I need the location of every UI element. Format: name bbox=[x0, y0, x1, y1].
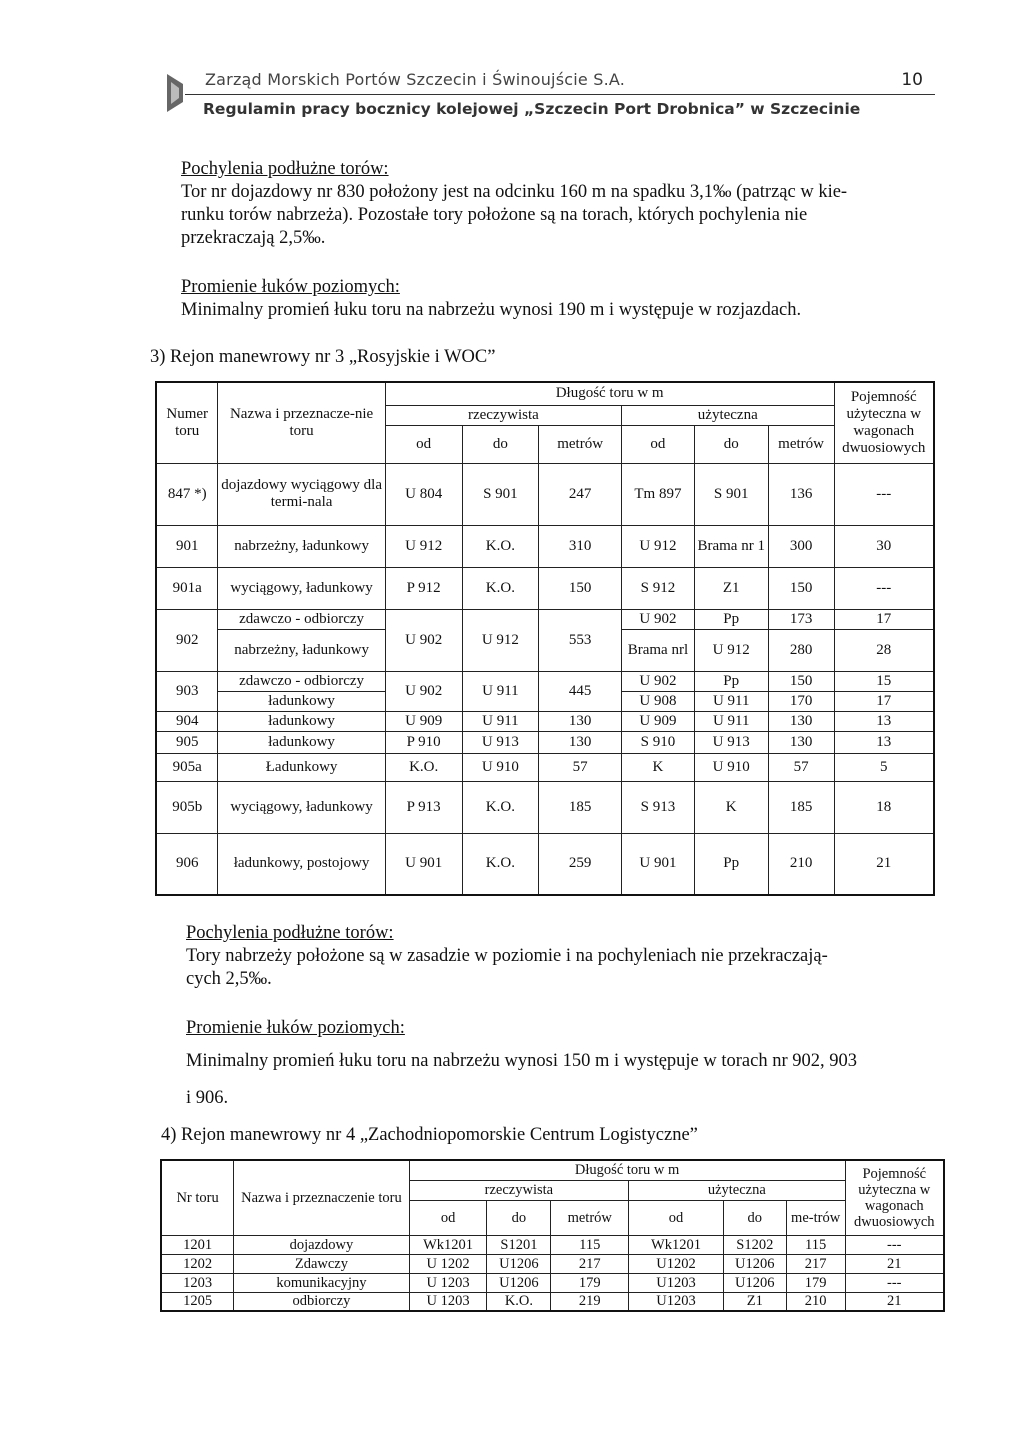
cell-capacity: 18 bbox=[834, 781, 934, 833]
cell-capacity: 21 bbox=[834, 833, 934, 895]
cell-usable-length: 185 bbox=[768, 781, 834, 833]
header-nazwa: Nazwa i przeznacze-nie toru bbox=[218, 382, 385, 463]
slope-line: cych 2,5‰. bbox=[186, 969, 272, 989]
cell-usable-from: K bbox=[622, 753, 695, 781]
table-row bbox=[156, 781, 934, 833]
cell-usable-to: S 901 bbox=[694, 463, 768, 525]
cell-usable-to: U1206 bbox=[723, 1273, 786, 1292]
company-logo-icon bbox=[165, 72, 185, 114]
cell-real-to: K.O. bbox=[462, 525, 539, 567]
cell-capacity: 21 bbox=[845, 1254, 944, 1273]
cell-real-from: P 912 bbox=[385, 567, 462, 609]
cell-track-number: 901 bbox=[156, 525, 218, 567]
cell-usable-length: 150 bbox=[768, 671, 834, 691]
cell-usable-length: 115 bbox=[786, 1235, 845, 1254]
cell-real-to: S 901 bbox=[462, 463, 539, 525]
header-od: od bbox=[409, 1200, 487, 1235]
cell-usable-from: S 910 bbox=[622, 731, 695, 753]
table-row bbox=[156, 711, 934, 731]
cell-real-to: K.O. bbox=[462, 567, 539, 609]
cell-real-from: U 1202 bbox=[409, 1254, 487, 1273]
cell-track-name: wyciągowy, ładunkowy bbox=[218, 781, 385, 833]
cell-real-to: U 912 bbox=[462, 609, 539, 671]
page-header bbox=[185, 70, 935, 132]
cell-usable-from: U1203 bbox=[629, 1292, 724, 1311]
header-uzyteczna: użyteczna bbox=[622, 405, 835, 425]
cell-usable-length: 130 bbox=[768, 731, 834, 753]
cell-track-name: ładunkowy bbox=[218, 731, 385, 753]
cell-real-from: U 1203 bbox=[409, 1292, 487, 1311]
header-metrow: metrów bbox=[551, 1200, 629, 1235]
cell-capacity: 15 bbox=[834, 671, 934, 691]
cell-real-from: U 909 bbox=[385, 711, 462, 731]
cell-track-number: 904 bbox=[156, 711, 218, 731]
cell-real-length: 185 bbox=[539, 781, 622, 833]
table-row bbox=[161, 1292, 944, 1311]
cell-track-number: 902 bbox=[156, 609, 218, 671]
cell-usable-from: Wk1201 bbox=[629, 1235, 724, 1254]
header-od: od bbox=[385, 425, 462, 463]
cell-track-name: odbiorczy bbox=[234, 1292, 409, 1311]
radius-text: i 906. bbox=[186, 1088, 229, 1108]
header-numer: Numer toru bbox=[156, 382, 218, 463]
cell-track-number: 901a bbox=[156, 567, 218, 609]
cell-track-number: 847 *) bbox=[156, 463, 218, 525]
cell-real-from: U 1203 bbox=[409, 1273, 487, 1292]
cell-usable-length: 210 bbox=[786, 1292, 845, 1311]
cell-usable-from: U 901 bbox=[622, 833, 695, 895]
table-row bbox=[161, 1254, 944, 1273]
cell-usable-from: Brama nrl bbox=[622, 629, 695, 671]
cell-track-name: Zdawczy bbox=[234, 1254, 409, 1273]
header-metrow: me-trów bbox=[786, 1200, 845, 1235]
header-rzeczywista: rzeczywista bbox=[409, 1180, 628, 1200]
cell-usable-length: 300 bbox=[768, 525, 834, 567]
header-rule bbox=[185, 94, 935, 95]
header-nazwa: Nazwa i przeznaczenie toru bbox=[234, 1160, 409, 1235]
cell-capacity: --- bbox=[834, 463, 934, 525]
cell-real-length: 130 bbox=[539, 731, 622, 753]
cell-real-from: U 912 bbox=[385, 525, 462, 567]
cell-track-number: 905a bbox=[156, 753, 218, 781]
radius-text: Minimalny promień łuku toru na nabrzeżu wynosi 190 m i występuje w rozjazdach. bbox=[181, 300, 802, 320]
cell-usable-length: 280 bbox=[768, 629, 834, 671]
cell-track-name: ładunkowy bbox=[218, 711, 385, 731]
cell-capacity: 17 bbox=[834, 609, 934, 629]
cell-track-number: 906 bbox=[156, 833, 218, 895]
cell-track-number: 1205 bbox=[161, 1292, 234, 1311]
cell-usable-length: 173 bbox=[768, 609, 834, 629]
header-do: do bbox=[694, 425, 768, 463]
slope-line: runku torów nabrzeża). Pozostałe tory położone są na torach, których pochylenia nie bbox=[181, 205, 808, 225]
table-row bbox=[156, 525, 934, 567]
cell-usable-to: Z1 bbox=[723, 1292, 786, 1311]
radius-heading: Promienie łuków poziomych: bbox=[186, 1018, 405, 1038]
cell-track-name: dojazdowy wyciągowy dla termi-nala bbox=[218, 463, 385, 525]
cell-usable-to: U1206 bbox=[723, 1254, 786, 1273]
table-row bbox=[161, 1235, 944, 1254]
cell-usable-length: 130 bbox=[768, 711, 834, 731]
cell-real-length: 217 bbox=[551, 1254, 629, 1273]
cell-capacity: --- bbox=[834, 567, 934, 609]
header-dlugosc: Długość toru w m bbox=[385, 382, 834, 405]
cell-capacity: 28 bbox=[834, 629, 934, 671]
cell-real-length: 115 bbox=[551, 1235, 629, 1254]
cell-usable-from: U 908 bbox=[622, 691, 695, 711]
cell-capacity: --- bbox=[845, 1273, 944, 1292]
cell-real-to: K.O. bbox=[487, 1292, 551, 1311]
cell-usable-to: U 911 bbox=[694, 691, 768, 711]
cell-track-name: wyciągowy, ładunkowy bbox=[218, 567, 385, 609]
cell-real-length: 553 bbox=[539, 609, 622, 671]
table-row bbox=[156, 731, 934, 753]
cell-real-to: U1206 bbox=[487, 1254, 551, 1273]
cell-real-to: U 911 bbox=[462, 671, 539, 711]
cell-track-name: ładunkowy bbox=[218, 691, 385, 711]
cell-usable-length: 136 bbox=[768, 463, 834, 525]
cell-track-number: 905 bbox=[156, 731, 218, 753]
cell-real-to: S1201 bbox=[487, 1235, 551, 1254]
cell-usable-from: S 912 bbox=[622, 567, 695, 609]
cell-usable-from: S 913 bbox=[622, 781, 695, 833]
cell-track-name: ładunkowy, postojowy bbox=[218, 833, 385, 895]
slope-heading: Pochylenia podłużne torów: bbox=[181, 159, 389, 179]
cell-capacity: 21 bbox=[845, 1292, 944, 1311]
cell-real-to: U1206 bbox=[487, 1273, 551, 1292]
header-do: do bbox=[462, 425, 539, 463]
cell-track-name: zdawczo - odbiorczy bbox=[218, 671, 385, 691]
section-title-rejon3: 3) Rejon manewrowy nr 3 „Rosyjskie i WOC” bbox=[150, 347, 496, 367]
cell-real-length: 445 bbox=[539, 671, 622, 711]
cell-track-name: komunikacyjny bbox=[234, 1273, 409, 1292]
cell-capacity: 17 bbox=[834, 691, 934, 711]
cell-real-length: 130 bbox=[539, 711, 622, 731]
table-row bbox=[161, 1273, 944, 1292]
cell-capacity: 5 bbox=[834, 753, 934, 781]
slope-line: przekraczają 2,5‰. bbox=[181, 228, 326, 248]
cell-usable-to: U 910 bbox=[694, 753, 768, 781]
cell-track-name: dojazdowy bbox=[234, 1235, 409, 1254]
cell-usable-from: U 912 bbox=[622, 525, 695, 567]
cell-usable-length: 57 bbox=[768, 753, 834, 781]
slope-line: Tor nr dojazdowy nr 830 położony jest na odcinku 160 m na spadku 3,1‰ (patrząc w kie- bbox=[181, 182, 848, 202]
cell-track-name: Ładunkowy bbox=[218, 753, 385, 781]
cell-real-length: 247 bbox=[539, 463, 622, 525]
header-od: od bbox=[629, 1200, 724, 1235]
cell-capacity: 30 bbox=[834, 525, 934, 567]
table-row bbox=[156, 671, 934, 691]
table-row bbox=[156, 567, 934, 609]
cell-real-to: U 911 bbox=[462, 711, 539, 731]
slope-heading: Pochylenia podłużne torów: bbox=[186, 923, 394, 943]
slope-line: Tory nabrzeży położone są w zasadzie w poziomie i na pochyleniach nie przekraczają- bbox=[186, 946, 828, 966]
header-dlugosc: Długość toru w m bbox=[409, 1160, 845, 1180]
radius-heading: Promienie łuków poziomych: bbox=[181, 277, 400, 297]
header-pojemnosc: Pojemność użyteczna w wagonach dwuosiowych bbox=[834, 382, 934, 463]
cell-real-length: 57 bbox=[539, 753, 622, 781]
cell-real-from: U 804 bbox=[385, 463, 462, 525]
cell-real-length: 259 bbox=[539, 833, 622, 895]
header-metrow: metrów bbox=[768, 425, 834, 463]
cell-real-to: K.O. bbox=[462, 781, 539, 833]
track-table-rejon4 bbox=[160, 1159, 945, 1312]
cell-track-name: nabrzeżny, ładunkowy bbox=[218, 629, 385, 671]
header-od: od bbox=[622, 425, 695, 463]
cell-capacity: --- bbox=[845, 1235, 944, 1254]
cell-track-name: nabrzeżny, ładunkowy bbox=[218, 525, 385, 567]
radius-text: Minimalny promień łuku toru na nabrzeżu wynosi 150 m i występuje w torach nr 902, 903 bbox=[186, 1051, 858, 1071]
cell-real-from: P 913 bbox=[385, 781, 462, 833]
cell-track-number: 1201 bbox=[161, 1235, 234, 1254]
table-row bbox=[156, 833, 934, 895]
cell-real-to: K.O. bbox=[462, 833, 539, 895]
cell-usable-length: 150 bbox=[768, 567, 834, 609]
section-title-rejon4: 4) Rejon manewrowy nr 4 „Zachodniopomorskie Centrum Logistyczne” bbox=[161, 1125, 698, 1145]
cell-usable-from: Tm 897 bbox=[622, 463, 695, 525]
header-rzeczywista: rzeczywista bbox=[385, 405, 621, 425]
cell-real-from: K.O. bbox=[385, 753, 462, 781]
cell-usable-from: U 902 bbox=[622, 609, 695, 629]
cell-usable-to: S1202 bbox=[723, 1235, 786, 1254]
cell-usable-to: Pp bbox=[694, 833, 768, 895]
header-metrow: metrów bbox=[539, 425, 622, 463]
cell-real-from: U 902 bbox=[385, 609, 462, 671]
cell-usable-to: Pp bbox=[694, 671, 768, 691]
cell-capacity: 13 bbox=[834, 711, 934, 731]
cell-usable-length: 217 bbox=[786, 1254, 845, 1273]
cell-usable-from: U 909 bbox=[622, 711, 695, 731]
header-document-title: Regulamin pracy bocznicy kolejowej „Szczecin Port Drobnica” w Szczecinie bbox=[203, 100, 861, 118]
table-row bbox=[156, 463, 934, 525]
cell-track-number: 903 bbox=[156, 671, 218, 711]
table-row bbox=[156, 753, 934, 781]
cell-real-to: U 913 bbox=[462, 731, 539, 753]
cell-usable-to: Z1 bbox=[694, 567, 768, 609]
header-do: do bbox=[487, 1200, 551, 1235]
cell-track-number: 1203 bbox=[161, 1273, 234, 1292]
track-table-rejon3 bbox=[155, 381, 935, 896]
cell-real-length: 219 bbox=[551, 1292, 629, 1311]
cell-real-from: U 902 bbox=[385, 671, 462, 711]
cell-usable-from: U1203 bbox=[629, 1273, 724, 1292]
cell-real-from: P 910 bbox=[385, 731, 462, 753]
cell-real-length: 310 bbox=[539, 525, 622, 567]
cell-usable-to: U 913 bbox=[694, 731, 768, 753]
cell-usable-from: U1202 bbox=[629, 1254, 724, 1273]
cell-track-number: 905b bbox=[156, 781, 218, 833]
cell-usable-length: 179 bbox=[786, 1273, 845, 1292]
header-do: do bbox=[723, 1200, 786, 1235]
page-number: 10 bbox=[901, 70, 923, 90]
cell-capacity: 13 bbox=[834, 731, 934, 753]
table-row bbox=[156, 609, 934, 629]
cell-track-number: 1202 bbox=[161, 1254, 234, 1273]
cell-usable-to: Pp bbox=[694, 609, 768, 629]
cell-real-from: U 901 bbox=[385, 833, 462, 895]
cell-usable-length: 210 bbox=[768, 833, 834, 895]
cell-usable-to: U 911 bbox=[694, 711, 768, 731]
cell-real-length: 179 bbox=[551, 1273, 629, 1292]
cell-usable-to: Brama nr 1 bbox=[694, 525, 768, 567]
cell-track-name: zdawczo - odbiorczy bbox=[218, 609, 385, 629]
cell-real-from: Wk1201 bbox=[409, 1235, 487, 1254]
cell-usable-to: U 912 bbox=[694, 629, 768, 671]
cell-usable-to: K bbox=[694, 781, 768, 833]
cell-usable-from: U 902 bbox=[622, 671, 695, 691]
cell-usable-length: 170 bbox=[768, 691, 834, 711]
cell-real-length: 150 bbox=[539, 567, 622, 609]
header-pojemnosc: Pojemność użyteczna w wagonach dwuosiowych bbox=[845, 1160, 944, 1235]
cell-real-to: U 910 bbox=[462, 753, 539, 781]
header-uzyteczna: użyteczna bbox=[629, 1180, 845, 1200]
header-company-name: Zarząd Morskich Portów Szczecin i Świnoujście S.A. bbox=[205, 70, 626, 89]
header-nr: Nr toru bbox=[161, 1160, 234, 1235]
